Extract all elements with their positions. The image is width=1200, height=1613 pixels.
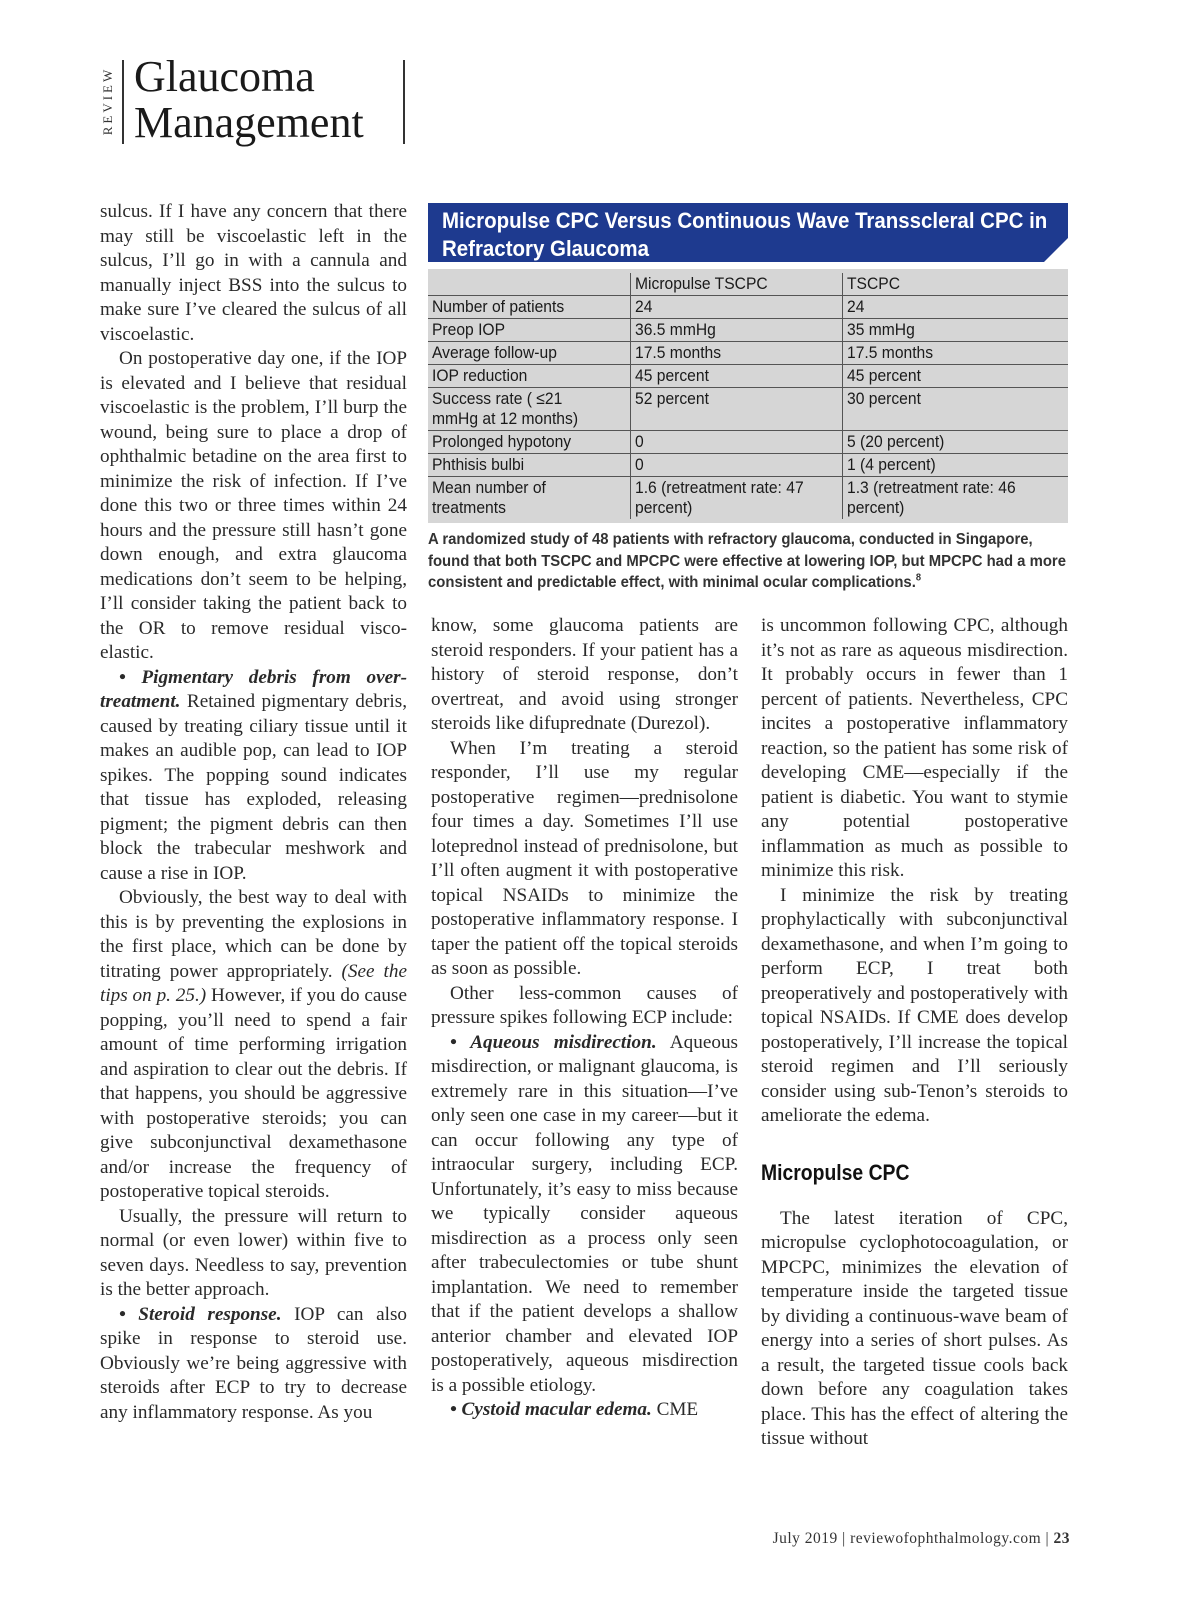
table-row: Number of patients 24 24 [428, 296, 1068, 319]
table-caption: A randomized study of 48 patients with refractory glaucoma, conducted in Singapore, found that both TSCPC and MPCPC were effective at lowering IOP, but MPCPC had a more consistent and predictable effect, with minimal ocular complications.$^8$ [428, 531, 1066, 591]
table-row: Preop IOP 36.5 mmHg 35 mmHg [428, 319, 1068, 342]
paragraph: • Cystoid macular edema. CME [450, 1399, 699, 1420]
bullet-heading: • Cystoid macular edema. [450, 1399, 652, 1420]
paragraph: Obviously, the best way to deal with this is by preventing the explosions in the first place, which can be done by titrating power appropriately. (See the tips on p. 25.) However, if you do cause popping, you’ll need to spend a fair amount of time performing irrigation and aspiration to clear out the debris. If that happens, you should be aggressive with postoperative steroids; you can give subconjunctival dexamethasone and/or increase the frequency of postoperative topical steroids. [100, 887, 407, 1202]
text-column-3 [761, 614, 1068, 1452]
section-label: REVIEW [100, 66, 115, 136]
comparison-table [428, 269, 1068, 523]
text-column-1 [100, 200, 407, 1425]
paragraph: • Steroid response. IOP can also spike in response to steroid use. Obviously we’re being aggressive with steroids after ECP to try to decrease any inflammatory response. As you [100, 1303, 408, 1423]
table-row: Prolonged hypotony 0 5 (20 percent) [428, 431, 1068, 454]
table-header-row [428, 273, 1068, 296]
footer-dateline: July 2019 | reviewofophthalmology.com | [772, 1530, 1054, 1547]
paragraph: • Aqueous misdirection. Aqueous misdirection, or malignant glaucoma, is extremely rare in this situation—I’ve only seen one case in my career—but it can occur following any type of intraocular surgery, including ECP. Unfortunately, it’s easy to miss because we typically consider aqueous misdirection as a process only seen after trabeculectomies or tube shunt implantation. We need to remember that if the patient develops a shallow anterior chamber and elevated IOP postoperatively, aqueous misdirection is a possible etiology. [431, 1031, 738, 1396]
department-title: Glaucoma Management [134, 52, 364, 147]
reference-superscript: 8 [915, 572, 922, 584]
paragraph: The latest iteration of CPC, micropulse cyclophotocoagulation, or MPCPC, minimizes the elevation of temperature inside the targeted tissue by dividing a continuous-wave beam of energy into a series of short pulses. As a result, the targeted tissue cools back down before any coagulation takes place. This has the effect of altering the tissue without [761, 1207, 1068, 1449]
paragraph: On postoperative day one, if the IOP is elevated and I believe that residual viscoelastic is the problem, I’ll burp the wound, being sure to place a drop of ophthalmic betadine on the area first to minimize the risk of infection. If I’ve done this two or three times within 24 hours and the pressure still hasn’t gone down enough, and extra glaucoma medications don’t seem to be helping, I’ll consider taking the patient back to the OR to remove residual visco-elastic. [100, 348, 407, 663]
table-row: IOP reduction 45 percent 45 percent [428, 365, 1068, 388]
table-row: Mean number of treatments 1.6 (retreatment rate: 47 percent) 1.3 (retreatment rate: 46 percent) [428, 477, 1068, 520]
cross-reference: (See the tips on p. 25.) [100, 960, 407, 1006]
bullet-heading: • Aqueous misdirection. [450, 1031, 657, 1053]
table-title: Micropulse CPC Versus Continuous Wave Transscleral CPC in Refractory Glaucoma [428, 203, 1068, 262]
table-header-cell: Micropulse TSCPC [631, 273, 843, 296]
section-subheading: Micropulse CPC [761, 1159, 910, 1185]
comparison-table-box [428, 203, 1068, 594]
table-row: Success rate ( ≤21 mmHg at 12 months) 52 percent 30 percent [428, 388, 1068, 431]
paragraph: When I’m treating a steroid responder, I’ll use my regular postoperative regimen—prednisolone four times a day. Sometimes I’ll use loteprednol instead of prednisolone, but I’ll often augment it with postoperative topical NSAIDs to minimize the postoperative inflammatory response. I taper the patient off the topical steroids as soon as possible. [431, 737, 738, 979]
paragraph: sulcus. If I have any concern that there may still be viscoelastic left in the sulcus, I’ll go in with a cannula and manually inject BSS into the sulcus to make sure I’ve cleared the sulcus of all viscoelastic. [100, 201, 407, 345]
paragraph: Usually, the pressure will return to normal (or even lower) within five to seven days. Needless to say, prevention is the better approach. [100, 1205, 407, 1300]
title-corner-cut [1044, 238, 1068, 262]
table-row: Phthisis bulbi 0 1 (4 percent) [428, 454, 1068, 477]
paragraph: I minimize the risk by treating prophylactically with subconjunctival dexamethasone, and when I’m going to perform ECP, I treat both preoperatively and postoperatively with topical NSAIDs. If CME does develop postoperatively, I’ll increase the topical steroid regimen and I’ll seriously consider using sub-Tenon’s steroids to ameliorate the edema. [761, 884, 1068, 1126]
text-column-2 [431, 614, 738, 1423]
paragraph: is uncommon following CPC, although it’s not as rare as aqueous misdirection. It probably occurs in fewer than 1 percent of patients. Nevertheless, CPC incites a postoperative inflammatory reaction, so the patient has some risk of developing CME—especially if the patient is diabetic. You want to stymie any potential postoperative inflammation as much as possible to minimize this risk. [761, 615, 1068, 881]
header-divider [122, 60, 124, 144]
bullet-heading: • Pigmentary debris from over-treatment. [100, 666, 407, 712]
paragraph: know, some glaucoma patients are steroid responders. If your patient has a history of steroid response, don’t overtreat, and avoid using stronger steroids like difuprednate (Durezol). [431, 615, 738, 734]
page-number: 23 [1053, 1530, 1070, 1547]
header-divider [403, 60, 405, 144]
paragraph: Other less-common causes of pressure spikes following ECP include: [431, 982, 738, 1028]
table-header-cell: TSCPC [843, 273, 1069, 296]
bullet-heading: • Steroid response. [119, 1303, 282, 1325]
paragraph: • Pigmentary debris from over-treatment. Retained pigmentary debris, caused by treating ciliary tissue until it makes an audible pop, can lead to IOP spikes. The popping sound indicates that tissue has exploded, releasing pigment; the pigment debris can then block the trabecular meshwork and cause a rise in IOP. [100, 666, 407, 884]
page-footer [720, 1530, 1070, 1548]
table-header-cell [428, 273, 631, 296]
table-row: Average follow-up 17.5 months 17.5 months [428, 342, 1068, 365]
